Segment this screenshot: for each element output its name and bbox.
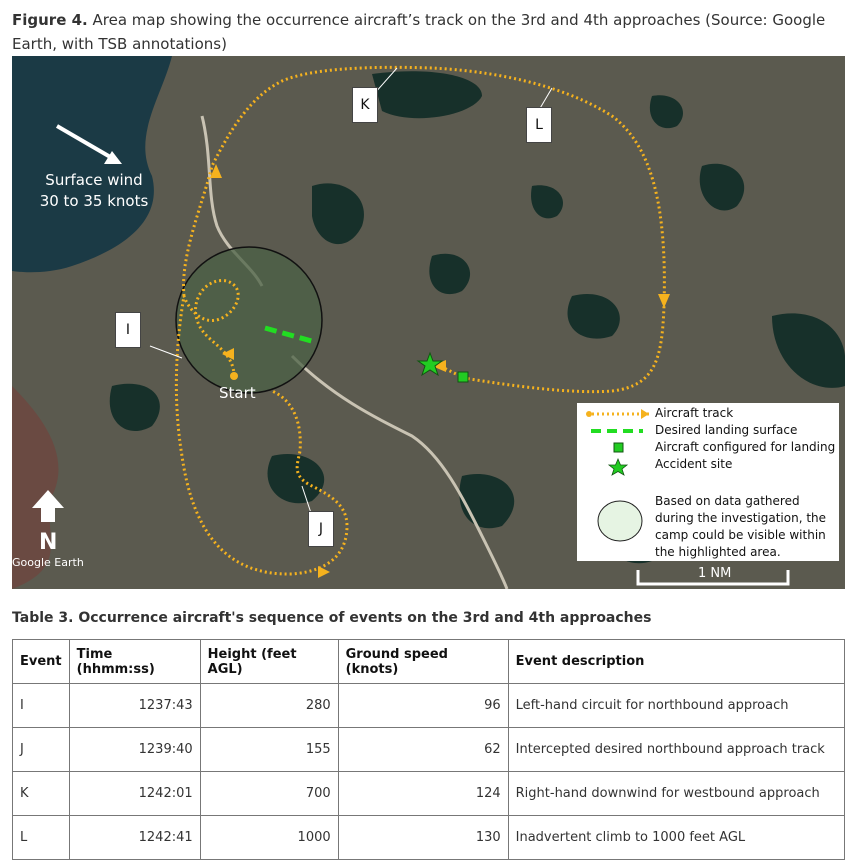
- legend-configured-symbol: [614, 443, 623, 452]
- configured-marker: [458, 372, 468, 382]
- figure-caption: [12, 8, 847, 56]
- cell-description: Inadvertent climb to 1000 feet AGL: [508, 816, 844, 860]
- table-header-row: [13, 640, 845, 684]
- cell-ground-speed: 96: [338, 684, 508, 728]
- cell-time: 1239:40: [69, 728, 200, 772]
- cell-ground-speed: 124: [338, 772, 508, 816]
- table-title: Table 3. Occurrence aircraft's sequence of events on the 3rd and 4th approaches: [12, 610, 652, 626]
- track-arrow-2: [658, 294, 670, 308]
- cell-description: Left-hand circuit for northbound approach: [508, 684, 844, 728]
- cell-height: 700: [200, 772, 338, 816]
- cell-ground-speed: 130: [338, 816, 508, 860]
- google-earth-label: Google Earth: [12, 556, 84, 569]
- lake-6: [268, 454, 325, 503]
- event-tag-j: J: [308, 511, 334, 547]
- cell-event: I: [13, 684, 70, 728]
- event-tag-i: I: [115, 312, 141, 348]
- start-label: Start: [219, 384, 256, 402]
- leader-i: [150, 346, 182, 358]
- legend-track-start: [586, 411, 592, 417]
- legend-circle-symbol: [598, 501, 642, 541]
- lake-11: [650, 95, 683, 128]
- table-row: [13, 816, 845, 860]
- table-row: [13, 728, 845, 772]
- cell-height: 1000: [200, 816, 338, 860]
- sea-water: [12, 56, 172, 272]
- cell-event: K: [13, 772, 70, 816]
- event-tag-k: K: [352, 87, 378, 123]
- map-legend: [577, 403, 839, 561]
- legend-note: Based on data gathered during the investigation, the camp could be visible within the highlighted area.: [655, 494, 827, 559]
- lake-9: [110, 384, 160, 431]
- north-label: N: [39, 530, 58, 555]
- legend-accident-label: Accident site: [655, 457, 733, 471]
- header-time: Time (hhmm:ss): [69, 640, 200, 684]
- cell-time: 1237:43: [69, 684, 200, 728]
- scale-label: 1 NM: [698, 566, 732, 581]
- cell-time: 1242:41: [69, 816, 200, 860]
- lake-5: [700, 164, 744, 211]
- legend-accident-symbol: [609, 459, 627, 475]
- figure-caption-text: Area map showing the occurrence aircraft’s track on the 3rd and 4th approaches (Source: Google Earth, with TSB annotations): [12, 11, 826, 53]
- legend-track-arrow: [641, 409, 649, 419]
- lake-10: [531, 185, 563, 218]
- river: [292, 356, 507, 589]
- cell-time: 1242:01: [69, 772, 200, 816]
- cell-height: 280: [200, 684, 338, 728]
- cell-description: Right-hand downwind for westbound approach: [508, 772, 844, 816]
- cell-height: 155: [200, 728, 338, 772]
- header-height: Height (feet AGL): [200, 640, 338, 684]
- figure-label: Figure 4.: [12, 11, 88, 29]
- wind-label: Surface wind 30 to 35 knots: [39, 171, 149, 210]
- lake-7: [459, 474, 514, 528]
- lake-4: [568, 294, 620, 339]
- table-row: [13, 684, 845, 728]
- header-description: Event description: [508, 640, 844, 684]
- start-point: [230, 372, 238, 380]
- legend-track-label: Aircraft track: [655, 406, 734, 420]
- legend-configured-label: Aircraft configured for landing: [655, 440, 836, 454]
- cell-event: J: [13, 728, 70, 772]
- cell-ground-speed: 62: [338, 728, 508, 772]
- lake-2: [312, 183, 364, 244]
- header-event: Event: [13, 640, 70, 684]
- cell-event: L: [13, 816, 70, 860]
- cell-description: Intercepted desired northbound approach track: [508, 728, 844, 772]
- lake-8: [772, 313, 845, 388]
- lake-3: [429, 254, 470, 294]
- area-map: [12, 56, 845, 589]
- accident-site-star: [418, 353, 442, 375]
- legend-desired-label: Desired landing surface: [655, 423, 798, 437]
- track-arrow-4: [318, 566, 330, 578]
- event-tag-l: L: [526, 107, 552, 143]
- header-ground-speed: Ground speed (knots): [338, 640, 508, 684]
- track-arrow-1: [210, 164, 222, 178]
- table-row: [13, 772, 845, 816]
- camp-visibility-circle: [176, 247, 322, 393]
- events-table: [12, 639, 845, 860]
